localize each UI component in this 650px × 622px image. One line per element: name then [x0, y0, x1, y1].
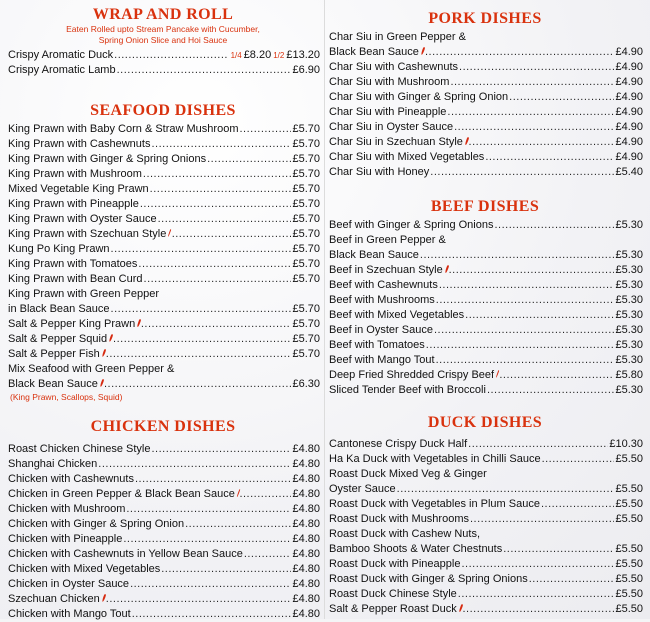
item-price: £5.50 — [615, 498, 643, 510]
item-name: Beef with Mushrooms — [329, 294, 435, 306]
item-name: Roast Duck Mixed Veg & Ginger — [329, 468, 487, 480]
item-price: £5.30 — [615, 324, 643, 336]
menu-item — [4, 502, 322, 517]
menu-item — [325, 278, 645, 293]
section-title-seafood: SEAFOOD DISHES — [90, 102, 236, 119]
item-name: Crispy Aromatic Lamb — [8, 64, 116, 76]
item-name: King Prawn with Cashewnuts — [8, 138, 151, 150]
item-name: Chicken with Pineapple — [8, 533, 123, 545]
item-price: £5.70 — [292, 333, 320, 345]
item-name: King Prawn with Mushroom — [8, 168, 142, 180]
menu-item — [4, 63, 322, 78]
item-price: £5.70 — [292, 168, 320, 180]
menu-item — [325, 30, 645, 45]
item-name: Chicken in Green Pepper & Black Bean Sauce — [8, 488, 235, 500]
item-name: Szechuan Chicken — [8, 593, 100, 605]
item-price: £4.80 — [292, 458, 320, 470]
item-name: Char Siu in Green Pepper & — [329, 31, 466, 43]
menu-item — [325, 452, 645, 467]
item-name: Cantonese Crispy Duck Half — [329, 438, 468, 450]
item-name: King Prawn with Szechuan Style — [8, 228, 167, 240]
item-name: in Black Bean Sauce — [8, 303, 110, 315]
item-name: Roast Duck with Vegetables in Plum Sauce — [329, 498, 540, 510]
menu-item — [325, 602, 645, 617]
section-title-duck: DUCK DISHES — [427, 414, 543, 431]
menu-item — [4, 137, 322, 152]
section-title-chicken: CHICKEN DISHES — [90, 418, 236, 435]
seafood-section — [4, 102, 322, 403]
item-price: £4.90 — [615, 106, 643, 118]
section-title-beef: BEEF DISHES — [430, 198, 540, 215]
section-title-pork: PORK DISHES — [428, 10, 542, 27]
item-price: £5.50 — [615, 513, 643, 525]
menu-item — [325, 437, 645, 452]
item-price: £5.50 — [615, 603, 643, 615]
menu-item — [4, 457, 322, 472]
item-name: Bamboo Shoots & Water Chestnuts — [329, 543, 503, 555]
item-name: Kung Po King Prawn — [8, 243, 110, 255]
item-price: £4.80 — [292, 608, 320, 620]
item-name: Salt & Pepper Fish — [8, 348, 100, 360]
menu-item — [325, 368, 645, 383]
item-name: Char Siu with Ginger & Spring Onion — [329, 91, 509, 103]
chicken-section — [4, 418, 322, 622]
wrap-note-line1: Eaten Rolled upto Stream Pancake with Cucumber, — [66, 24, 260, 34]
menu-item — [325, 75, 645, 90]
item-name: Ha Ka Duck with Vegetables in Chilli Sauce — [329, 453, 541, 465]
menu-item — [325, 60, 645, 75]
item-price: £5.30 — [615, 264, 643, 276]
menu-item — [325, 135, 645, 150]
menu-item — [325, 120, 645, 135]
item-price: £5.30 — [615, 249, 643, 261]
item-price: £5.70 — [292, 243, 320, 255]
item-name: Char Siu with Pineapple — [329, 106, 447, 118]
item-name: Roast Chicken Chinese Style — [8, 443, 151, 455]
menu-item — [325, 482, 645, 497]
item-name: Char Siu with Mushroom — [329, 76, 450, 88]
item-name: King Prawn with Baby Corn & Straw Mushroom — [8, 123, 239, 135]
menu-item — [325, 248, 645, 263]
item-name: Chicken in Oyster Sauce — [8, 578, 130, 590]
menu-item — [4, 487, 322, 502]
item-name: Salt & Pepper Roast Duck — [329, 603, 457, 615]
item-name: Roast Duck with Cashew Nuts, — [329, 528, 480, 540]
item-name: Roast Duck with Ginger & Spring Onions — [329, 573, 528, 585]
item-name: Mixed Vegetable King Prawn — [8, 183, 149, 195]
item-price: £4.80 — [292, 518, 320, 530]
item-name: Char Siu with Honey — [329, 166, 430, 178]
item-name: Beef in Szechuan Style — [329, 264, 443, 276]
item-price: £4.90 — [615, 76, 643, 88]
section-title-wrap: WRAP AND ROLL — [92, 6, 234, 23]
item-price: £4.80 — [292, 488, 320, 500]
item-price: £5.70 — [292, 303, 320, 315]
item-name: Beef with Mango Tout — [329, 354, 435, 366]
item-price: £5.70 — [292, 273, 320, 285]
menu-item — [325, 557, 645, 572]
item-name: King Prawn with Green Pepper — [8, 288, 160, 300]
item-name: Chicken with Cashewnuts — [8, 473, 134, 485]
duck-section — [325, 414, 645, 617]
item-name: Char Siu with Cashewnuts — [329, 61, 459, 73]
menu-item — [4, 517, 322, 532]
item-name: Beef in Green Pepper & — [329, 234, 446, 246]
item-price: £5.30 — [615, 309, 643, 321]
item-name: Roast Duck with Mushrooms — [329, 513, 469, 525]
right-column — [324, 0, 645, 619]
item-price: £6.30 — [292, 378, 320, 390]
item-price: £5.70 — [292, 318, 320, 330]
wrap-note-line2: Spring Onion Slice and Hoi Sauce — [98, 35, 228, 45]
item-name: Beef with Cashewnuts — [329, 279, 438, 291]
item-price: £5.70 — [292, 198, 320, 210]
item-price: £4.90 — [615, 121, 643, 133]
beef-section — [325, 198, 645, 398]
item-price: £5.70 — [292, 258, 320, 270]
menu-item — [4, 167, 322, 182]
menu-item — [325, 572, 645, 587]
item-price: £5.70 — [292, 228, 320, 240]
item-price: £5.50 — [615, 483, 643, 495]
item-price: £5.70 — [292, 123, 320, 135]
menu-item — [325, 383, 645, 398]
menu-item — [325, 105, 645, 120]
item-name: Beef with Ginger & Spring Onions — [329, 219, 494, 231]
item-price: £5.40 — [615, 166, 643, 178]
menu-item — [4, 377, 322, 392]
menu-item — [4, 182, 322, 197]
menu-item — [4, 212, 322, 227]
menu-item — [4, 257, 322, 272]
pork-section — [325, 10, 645, 180]
menu-item — [325, 233, 645, 248]
item-name: Black Bean Sauce — [329, 46, 419, 58]
item-name: Chicken with Mango Tout — [8, 608, 131, 620]
item-name: Salt & Pepper Squid — [8, 333, 108, 345]
item-price: £4.90 — [615, 91, 643, 103]
item-price: £5.30 — [615, 354, 643, 366]
item-price: £5.70 — [292, 183, 320, 195]
item-price: £4.80 — [292, 563, 320, 575]
item-price: £5.30 — [615, 279, 643, 291]
item-name: Crispy Aromatic Duck — [8, 49, 114, 61]
menu-item — [4, 242, 322, 257]
item-price: £5.50 — [615, 558, 643, 570]
menu-item — [325, 263, 645, 278]
item-price: £4.80 — [292, 533, 320, 545]
item-name: Salt & Pepper King Prawn — [8, 318, 136, 330]
menu-item — [4, 532, 322, 547]
item-name: Black Bean Sauce — [329, 249, 419, 261]
item-name: Beef with Mixed Vegetables — [329, 309, 465, 321]
half-label: 1/2 — [273, 51, 285, 60]
menu-item — [4, 347, 322, 362]
menu-item — [4, 442, 322, 457]
item-name: King Prawn with Bean Curd — [8, 273, 143, 285]
item-price: £4.80 — [292, 578, 320, 590]
item-price: £5.30 — [615, 219, 643, 231]
item-name: Chicken with Mushroom — [8, 503, 126, 515]
item-name: Char Siu in Oyster Sauce — [329, 121, 454, 133]
item-price: £5.30 — [615, 339, 643, 351]
wrap-and-roll-section — [4, 6, 322, 78]
menu-item — [4, 272, 322, 287]
menu-item — [325, 308, 645, 323]
menu-item — [4, 332, 322, 347]
menu-item — [4, 362, 322, 377]
item-name: Sliced Tender Beef with Broccoli — [329, 384, 486, 396]
item-price: £10.30 — [609, 438, 643, 450]
menu-item — [4, 562, 322, 577]
menu-item — [325, 323, 645, 338]
item-price: £5.70 — [292, 213, 320, 225]
item-name: Oyster Sauce — [329, 483, 396, 495]
menu-item — [4, 577, 322, 592]
item-price: £4.90 — [615, 61, 643, 73]
menu-item — [325, 512, 645, 527]
menu-item — [4, 472, 322, 487]
item-name: Char Siu with Mixed Vegetables — [329, 151, 485, 163]
menu-item — [325, 467, 645, 482]
item-price: £4.80 — [292, 503, 320, 515]
item-price: £4.90 — [615, 151, 643, 163]
item-price: £6.90 — [292, 64, 320, 76]
item-name: Char Siu in Szechuan Style — [329, 136, 463, 148]
item-price: £5.50 — [615, 543, 643, 555]
menu-item — [4, 607, 322, 622]
quarter-label: 1/4 — [230, 51, 242, 60]
menu-item — [4, 287, 322, 302]
menu-item — [4, 48, 322, 63]
item-name: Chicken with Mixed Vegetables — [8, 563, 161, 575]
seafood-note: (King Prawn, Scallops, Squid) — [10, 392, 123, 402]
menu-item — [325, 587, 645, 602]
menu-item — [325, 293, 645, 308]
menu-item — [4, 302, 322, 317]
item-name: Black Bean Sauce — [8, 378, 98, 390]
menu-item — [4, 227, 322, 242]
item-name: Roast Duck with Pineapple — [329, 558, 461, 570]
item-name: King Prawn with Pineapple — [8, 198, 139, 210]
menu-item — [4, 122, 322, 137]
item-name: Chicken with Ginger & Spring Onion — [8, 518, 185, 530]
menu-item — [325, 353, 645, 368]
item-price: £4.90 — [615, 136, 643, 148]
item-price: £5.50 — [615, 453, 643, 465]
item-name: Chicken with Cashewnuts in Yellow Bean Sauce — [8, 548, 243, 560]
item-name: Beef in Oyster Sauce — [329, 324, 433, 336]
quarter-price: £8.20 — [243, 49, 272, 61]
item-price: £5.30 — [615, 384, 643, 396]
menu-item — [4, 317, 322, 332]
item-price: £5.70 — [292, 138, 320, 150]
item-price: £4.80 — [292, 548, 320, 560]
item-price: £5.70 — [292, 348, 320, 360]
half-price: £13.20 — [286, 49, 320, 61]
menu-item — [325, 497, 645, 512]
menu-item — [325, 90, 645, 105]
menu-item — [325, 338, 645, 353]
item-price: £5.80 — [615, 369, 643, 381]
item-price: £4.80 — [292, 593, 320, 605]
menu-item — [4, 152, 322, 167]
menu-item — [4, 592, 322, 607]
menu-item — [325, 165, 645, 180]
menu-item — [325, 218, 645, 233]
item-price: £4.80 — [292, 473, 320, 485]
item-name: Mix Seafood with Green Pepper & — [8, 363, 175, 375]
menu-item — [325, 542, 645, 557]
item-price: £5.50 — [615, 588, 643, 600]
item-name: Shanghai Chicken — [8, 458, 98, 470]
item-price: £5.30 — [615, 294, 643, 306]
item-name: Deep Fried Shredded Crispy Beef — [329, 369, 495, 381]
menu-item — [325, 45, 645, 60]
menu-item — [325, 150, 645, 165]
item-price: £5.70 — [292, 153, 320, 165]
left-column — [4, 0, 322, 619]
item-price: £4.80 — [292, 443, 320, 455]
menu-item — [325, 527, 645, 542]
item-name: King Prawn with Ginger & Spring Onions — [8, 153, 207, 165]
item-name: Beef with Tomatoes — [329, 339, 425, 351]
menu-item — [4, 547, 322, 562]
item-name: King Prawn with Tomatoes — [8, 258, 138, 270]
item-name: Roast Duck Chinese Style — [329, 588, 457, 600]
item-price: £5.50 — [615, 573, 643, 585]
item-name: King Prawn with Oyster Sauce — [8, 213, 157, 225]
menu-item — [4, 197, 322, 212]
item-price: £4.90 — [615, 46, 643, 58]
